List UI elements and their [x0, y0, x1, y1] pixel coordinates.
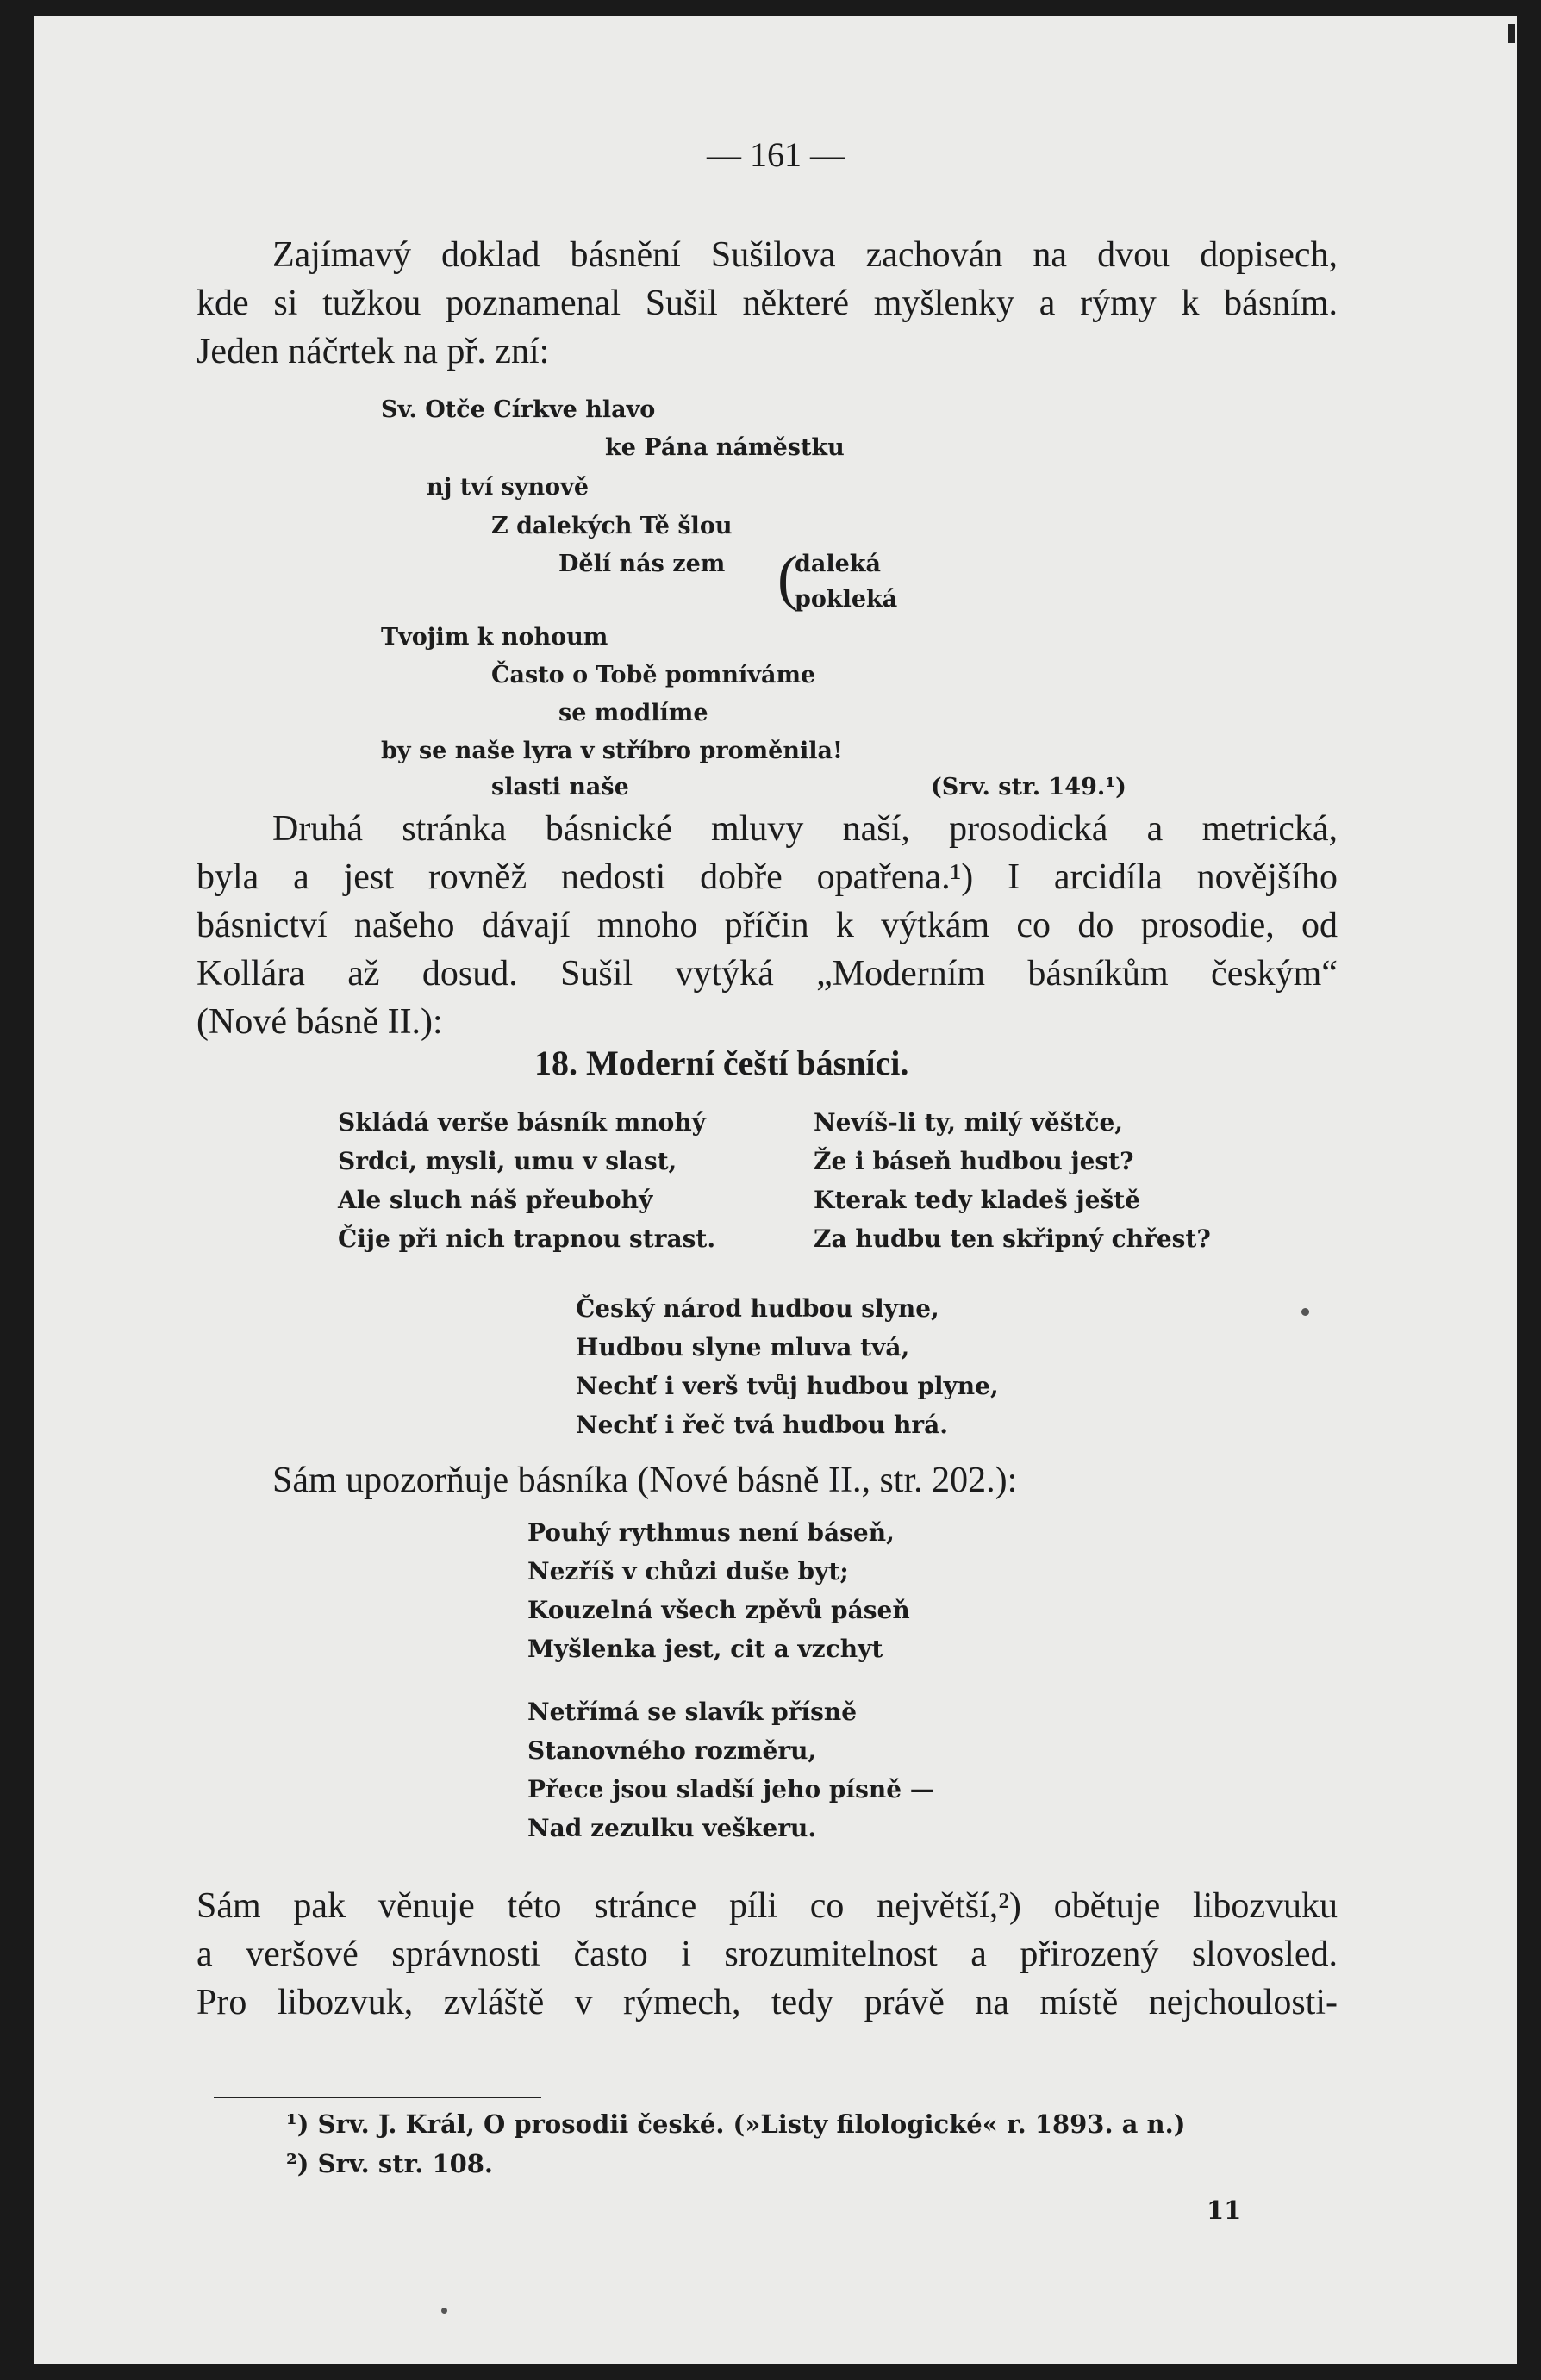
verse-line: Myšlenka jest, cit a vzchyt	[527, 1635, 883, 1663]
poem-stanza-center	[576, 1289, 999, 1444]
text-line: básnictví našeho dávají mnoho příčin k výtkám co do prosodie, od	[197, 906, 1338, 945]
text-line: Zajímavý doklad básnění Sušilova zachován na dvou dopisech,	[272, 235, 1338, 275]
poem-title: 18. Moderní čeští básníci.	[534, 1044, 909, 1082]
sketch-line: slasti naše	[491, 774, 629, 801]
sketch-line: by se naše lyra v stříbro proměnila!	[381, 738, 843, 764]
book-page	[34, 16, 1517, 2364]
footnote: ¹) Srv. J. Král, O prosodii české. (»Listy filologické« r. 1893. a n.)	[286, 2109, 1186, 2139]
verse-line: Skládá verše básník mnohý	[338, 1108, 706, 1137]
text-line: Pro libozvuk, zvláště v rýmech, tedy právě na místě nejchoulosti-	[197, 1983, 1338, 2022]
sketch-line: Často o Tobě pomníváme	[491, 662, 816, 688]
verse-line: Hudbou slyne mluva tvá,	[576, 1333, 910, 1361]
verse-line: Čije při nich trapnou strast.	[338, 1224, 716, 1253]
paragraph-citation: Sám upozorňuje básníka (Nové básně II., str. 202.):	[272, 1461, 1018, 1500]
verse-line: Srdci, mysli, umu v slast,	[338, 1147, 677, 1175]
brace-glyph: (	[777, 543, 798, 612]
sketch-line: Z dalekých Tě šlou	[491, 513, 733, 539]
sketch-line: Sv. Otče Církve hlavo	[381, 396, 656, 423]
verse-line: Netřímá se slavík přísně	[527, 1698, 858, 1726]
sketch-line: Dělí nás zem	[558, 551, 726, 577]
sketch-variant: pokleká	[795, 586, 898, 613]
paragraph-intro	[197, 231, 1338, 376]
verse-line: Nad zezulku veškeru.	[527, 1814, 817, 1842]
sketch-reference: (Srv. str. 149.¹)	[931, 774, 1126, 801]
text-line: byla a jest rovněž nedosti dobře opatřena.¹) I arcidíla novějšího	[197, 857, 1338, 897]
verse-line: Kterak tedy kladeš ještě	[814, 1186, 1141, 1214]
verse-line: Nechť i řeč tvá hudbou hrá.	[576, 1411, 948, 1439]
verse-line: Pouhý rythmus není báseň,	[527, 1518, 895, 1547]
sketch-line: nj tví synově	[427, 474, 590, 501]
verse-line: Český národ hudbou slyne,	[576, 1294, 939, 1323]
text-line: (Nové básně II.):	[197, 1002, 443, 1042]
sketch-line: ke Pána náměstku	[605, 434, 845, 461]
sketch-variant: daleká	[795, 551, 882, 577]
verse-line: Nezříš v chůzi duše byt;	[527, 1557, 849, 1586]
verse-line: Přece jsou sladší jeho písně —	[527, 1775, 934, 1804]
text-line: Sám pak věnuje této stránce píli co největší,²) obětuje libozvuku	[197, 1886, 1338, 1926]
text-line: Druhá stránka básnické mluvy naší, prosodická a metrická,	[272, 809, 1338, 849]
signature-mark: 11	[1207, 2196, 1242, 2225]
verse-line: Kouzelná všech zpěvů páseň	[527, 1596, 910, 1624]
scan-speck	[1508, 24, 1515, 43]
poem-stanza-left	[338, 1103, 715, 1258]
poem-stanza-right	[814, 1103, 1211, 1258]
text-line: kde si tužkou poznamenal Sušil některé myšlenky a rýmy k básním.	[197, 283, 1338, 323]
text-line: Jeden náčrtek na př. zní:	[197, 332, 550, 371]
footnote: ²) Srv. str. 108.	[286, 2149, 494, 2178]
sketch-line: se modlíme	[558, 700, 708, 726]
paragraph-euphony	[197, 1882, 1338, 2027]
verse-line: Za hudbu ten skřipný chřest?	[814, 1224, 1211, 1253]
scan-speck	[1301, 1308, 1309, 1316]
verse-line: Stanovného rozměru,	[527, 1736, 817, 1765]
poem2-stanza-1	[527, 1513, 910, 1668]
page-number: — 161 —	[707, 135, 845, 174]
poem2-stanza-2	[527, 1692, 934, 1847]
scan-speck	[441, 2308, 447, 2314]
verse-line: Že i báseň hudbou jest?	[814, 1147, 1134, 1175]
text-line: Kollára až dosud. Sušil vytýká „Moderním básníkům českým“	[197, 954, 1338, 994]
text-line: a veršové správnosti často i srozumitelnost a přirozený slovosled.	[197, 1935, 1338, 1974]
verse-line: Ale sluch náš přeubohý	[338, 1186, 653, 1214]
footnote-rule	[214, 2097, 541, 2098]
sketch-line: Tvojim k nohoum	[381, 624, 608, 651]
verse-line: Nevíš-li ty, milý věštče,	[814, 1108, 1124, 1137]
paragraph-prosody	[197, 805, 1338, 1046]
verse-line: Nechť i verš tvůj hudbou plyne,	[576, 1372, 999, 1400]
